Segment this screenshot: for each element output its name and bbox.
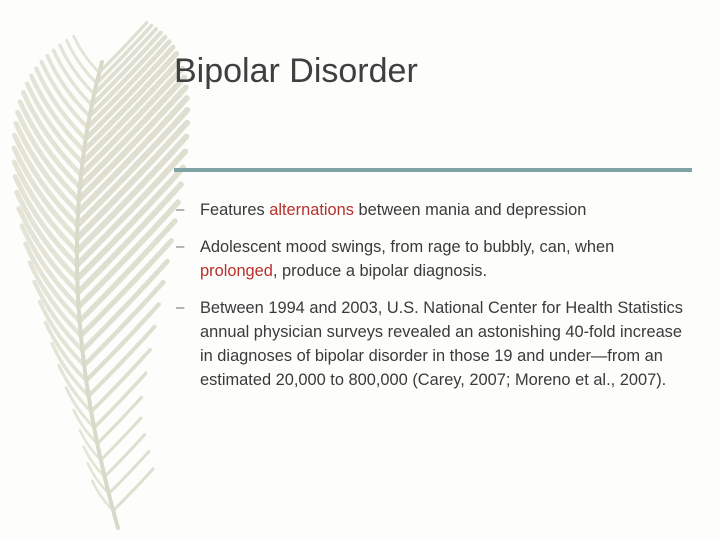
bullet-text: Adolescent mood swings, from rage to bubbly, can, when: [200, 238, 615, 256]
bullet-item-statistics: [176, 296, 696, 392]
bullet-dash: –: [176, 238, 185, 255]
bullet-text: Between 1994 and 2003, U.S. National Center for Health Statistics annual physician surveys revealed an astonishing 40-fold increase in diagnoses of bipolar disorder in those 19 and under—from an estimated 20,000 to 800,000 (Carey, 2007; Moreno et al., 2007).: [200, 299, 683, 389]
bullet-dash: –: [176, 201, 185, 218]
bullet-text: , produce a bipolar diagnosis.: [272, 262, 488, 280]
highlighted-term: alternations: [269, 201, 354, 219]
bullet-item-mood-swings: [176, 235, 696, 283]
bullet-dash: –: [176, 299, 185, 316]
bullet-text: Features: [200, 201, 270, 219]
bullet-item-alternations: [176, 198, 696, 222]
bullet-list: [176, 198, 696, 405]
title-divider: [174, 168, 692, 172]
slide-title: Bipolar Disorder: [174, 52, 418, 90]
highlighted-term: prolonged: [200, 262, 273, 280]
bullet-text: between mania and depression: [354, 201, 587, 219]
